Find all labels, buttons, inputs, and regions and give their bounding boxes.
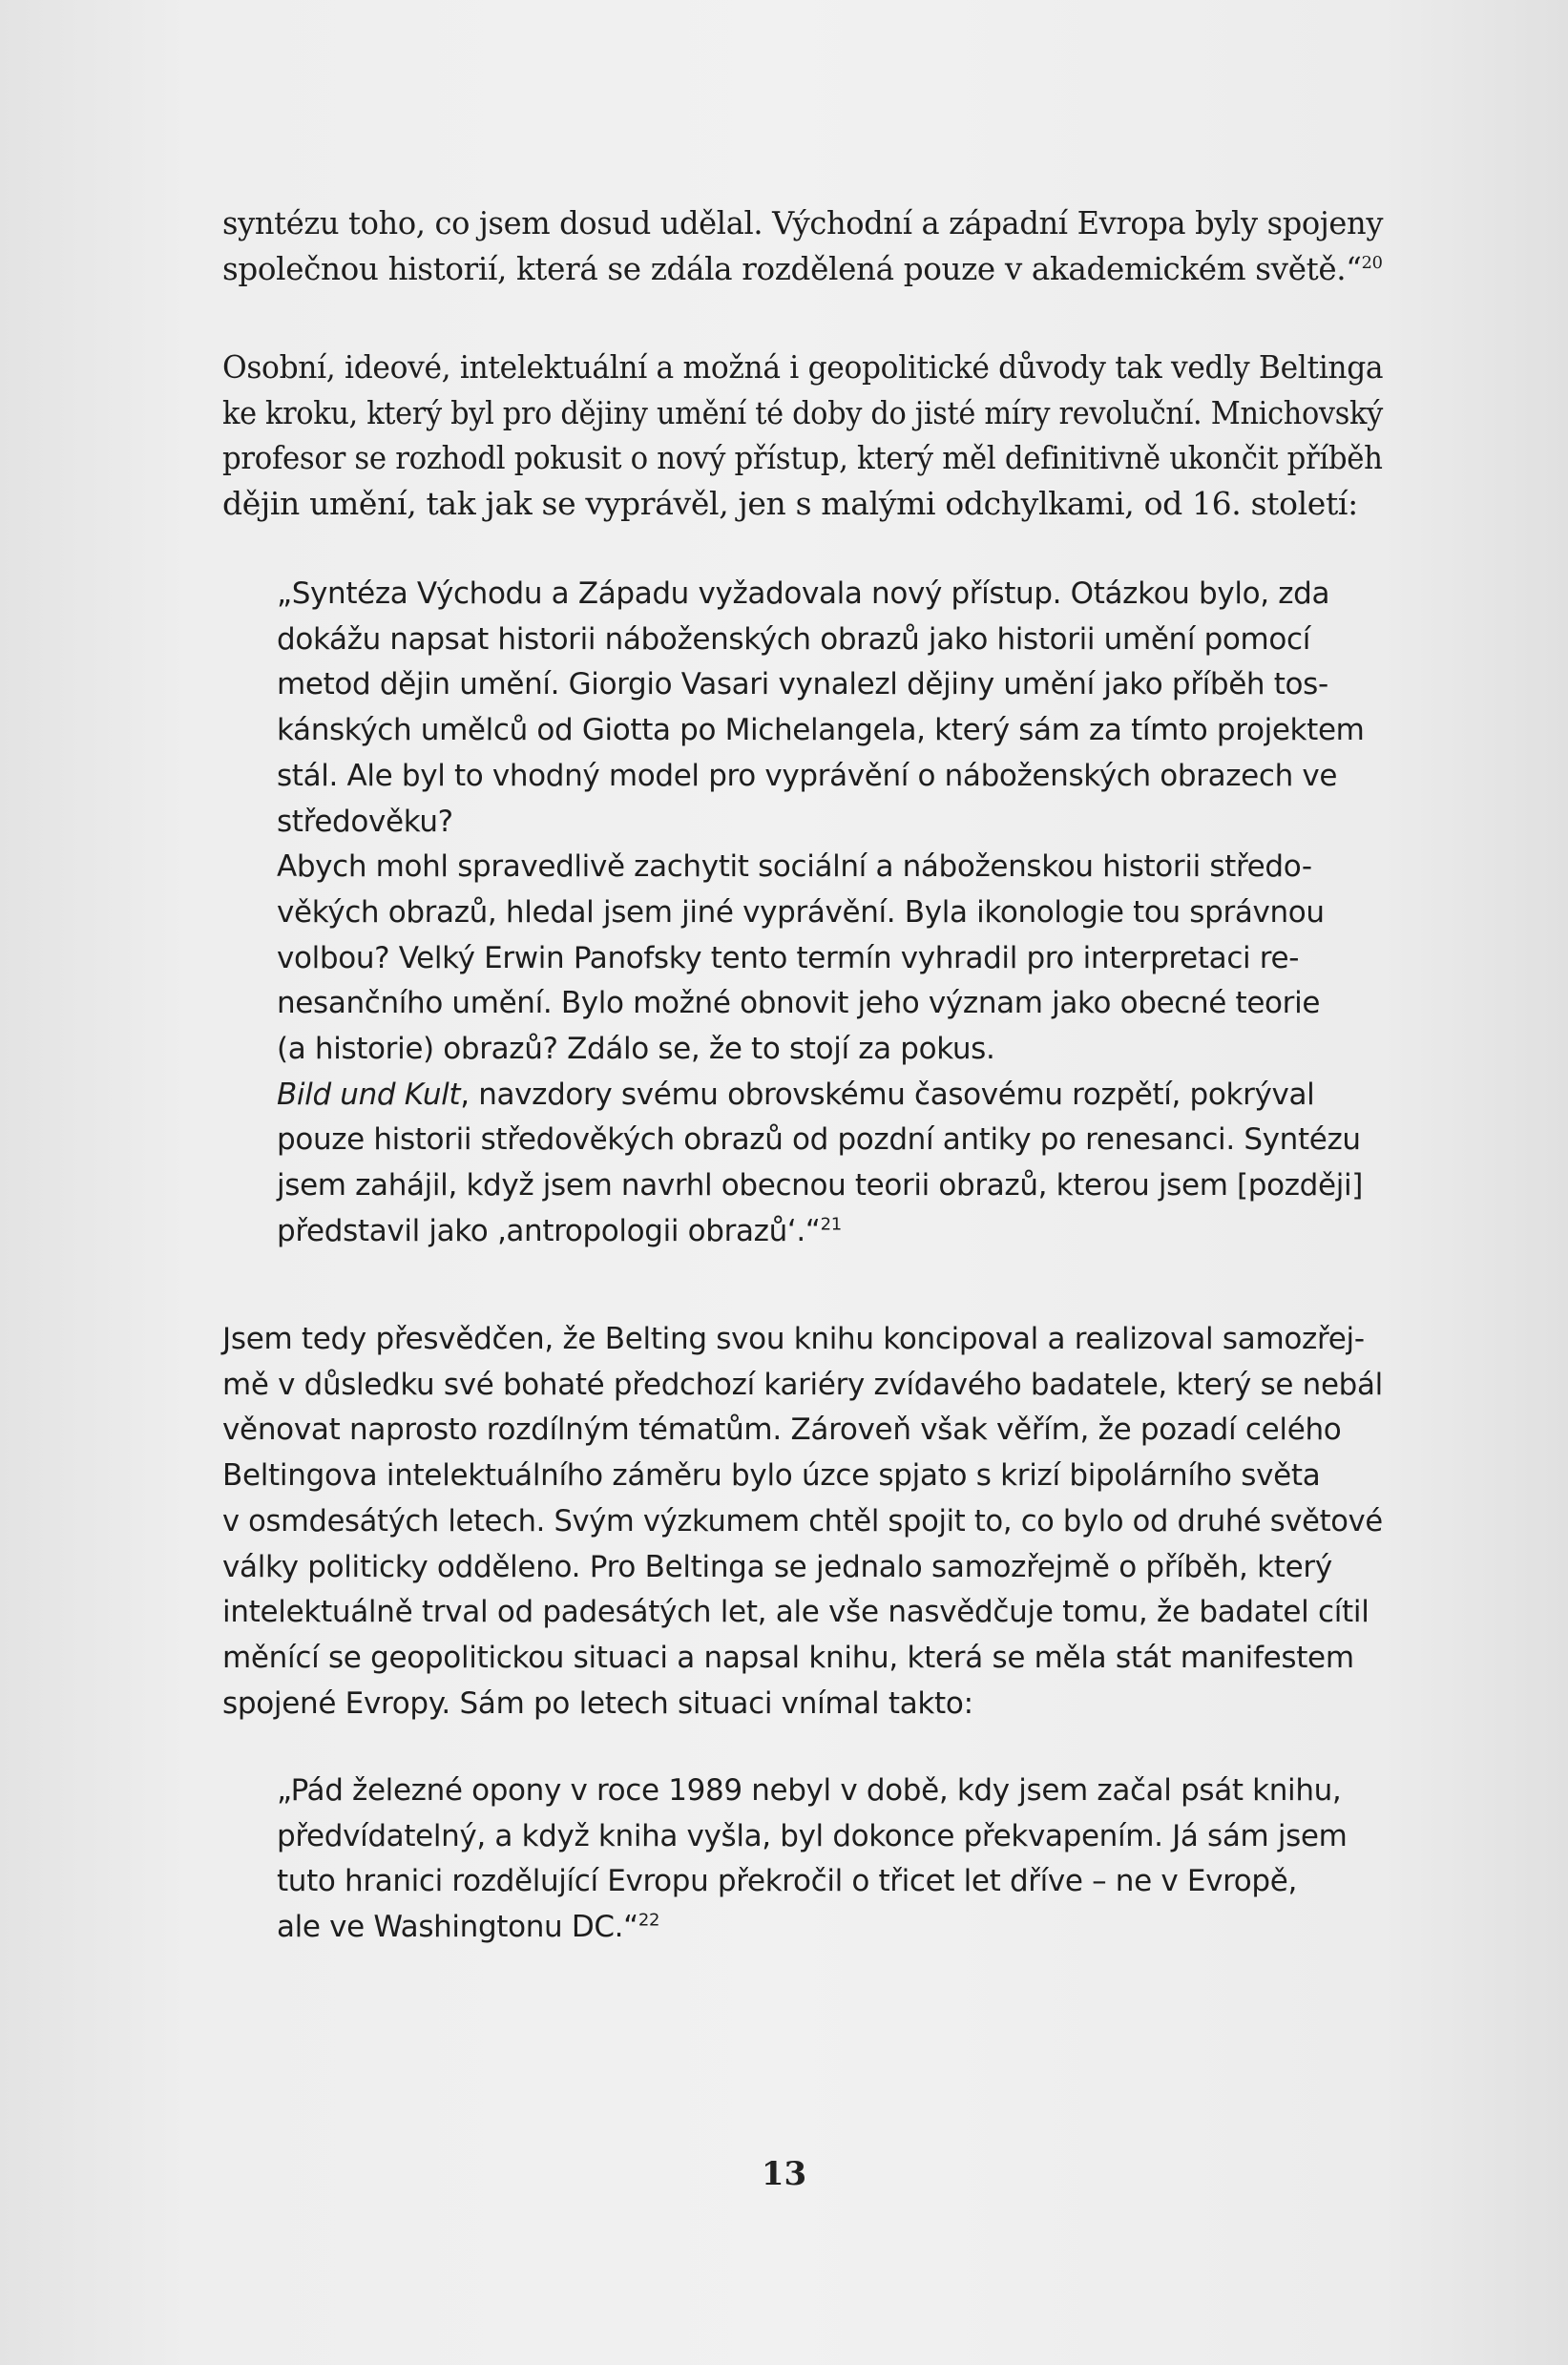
quote-line: stál. Ale byl to vhodný model pro vyprávění o náboženských obrazech ve: [277, 758, 1338, 793]
quote-line: středověku?: [277, 804, 453, 839]
quote-line: dokážu napsat historii náboženských obrazů jako historii umění pomocí: [277, 621, 1310, 657]
quote-line: tuto hranici rozdělující Evropu překročil o třicet let dříve – ne v Evropě,: [277, 1864, 1297, 1899]
paragraph-1: [222, 200, 1383, 291]
page-number: 13: [761, 2155, 807, 2193]
book-title: Bild und Kult: [277, 1077, 461, 1112]
quote-line: jsem zahájil, když jsem navrhl obecnou teorii obrazů, kterou jsem [později]: [277, 1168, 1363, 1203]
text-line: Osobní, ideové, intelektuální a možná i geopolitické důvody tak vedly Beltinga: [222, 348, 1384, 386]
text-line: profesor se rozhodl pokusit o nový přístup, který měl definitivně ukončit příběh: [222, 439, 1383, 477]
text-line: společnou historií, která se zdála rozdělená pouze v akademickém světě.“$^{20}$: [222, 249, 1383, 287]
block-quote-2: [277, 1769, 1379, 1951]
footnote-ref: 22: [638, 1910, 660, 1931]
text-line: mě v důsledku své bohaté předchozí kariéry zvídavého badatele, který se nebál: [222, 1367, 1383, 1402]
quote-line: nesančního umění. Bylo možné obnovit jeho význam jako obecné teorie: [277, 986, 1321, 1021]
text-line: Jsem tedy přesvědčen, že Belting svou knihu koncipoval a realizoval samozřej-: [222, 1322, 1365, 1356]
block-quote-1: [277, 572, 1379, 1255]
text-line: dějin umění, tak jak se vyprávěl, jen s malými odchylkami, od 16. století:: [222, 485, 1358, 523]
quote-line: předvídatelný, a když kniha vyšla, byl dokonce překvapením. Já sám jsem: [277, 1818, 1348, 1853]
text-line: věnovat naprosto rozdílným tématům. Zároveň však věřím, že pozadí celého: [222, 1413, 1342, 1448]
text-line: spojené Evropy. Sám po letech situaci vnímal takto:: [222, 1685, 973, 1721]
quote-line: volbou? Velký Erwin Panofsky tento termín vyhradil pro interpretaci re-: [277, 940, 1300, 975]
footnote-ref: 20: [1361, 252, 1383, 273]
quote-line: ale ve Washingtonu DC.“$^{22}$: [277, 1910, 660, 1945]
quote-line: věkých obrazů, hledal jsem jiné vyprávění. Byla ikonologie tou správnou: [277, 894, 1325, 930]
paragraph-2: [222, 345, 1383, 527]
quote-line: metod dějin umění. Giorgio Vasari vynalezl dějiny umění jako příběh tos-: [277, 667, 1328, 702]
quote-line: (a historie) obrazů? Zdálo se, že to stojí za pokus.: [277, 1032, 995, 1067]
quote-line: kánských umělců od Giotta po Michelangela, který sám za tímto projektem: [277, 713, 1365, 748]
footnote-ref: 21: [820, 1214, 842, 1235]
text-line: intelektuálně trval od padesátých let, ale vše nasvědčuje tomu, že badatel cítil: [222, 1595, 1369, 1630]
quote-line: „Syntéza Východu a Západu vyžadovala nový přístup. Otázkou bylo, zda: [277, 576, 1330, 611]
quote-line: „Pád železné opony v roce 1989 nebyl v době, kdy jsem začal psát knihu,: [277, 1773, 1342, 1808]
text-line: syntézu toho, co jsem dosud udělal. Východní a západní Evropa byly spojeny: [222, 204, 1384, 241]
quote-line: představil jako ‚antropologii obrazů‘.“$^{21}$: [277, 1213, 842, 1248]
quote-line: pouze historii středověkých obrazů od pozdní antiky po renesanci. Syntézu: [277, 1122, 1361, 1158]
text-line: v osmdesátých letech. Svým výzkumem chtěl spojit to, co bylo od druhé světové: [222, 1503, 1383, 1538]
quote-line: Abych mohl spravedlivě zachytit sociální a náboženskou historii středo-: [277, 849, 1312, 885]
quote-line: Bild und Kult, navzdory svému obrovskému časovému rozpětí, pokrýval: [277, 1077, 1315, 1112]
text-line: ke kroku, který byl pro dějiny umění té doby do jisté míry revoluční. Mnichovský: [222, 393, 1383, 431]
text-line: měnící se geopolitickou situaci a napsal knihu, která se měla stát manifestem: [222, 1640, 1354, 1675]
paragraph-3: [222, 1317, 1383, 1727]
text-line: války politicky odděleno. Pro Beltinga se jednalo samozřejmě o příběh, který: [222, 1549, 1332, 1584]
text-line: Beltingova intelektuálního záměru bylo úzce spjato s krizí bipolárního světa: [222, 1458, 1321, 1494]
